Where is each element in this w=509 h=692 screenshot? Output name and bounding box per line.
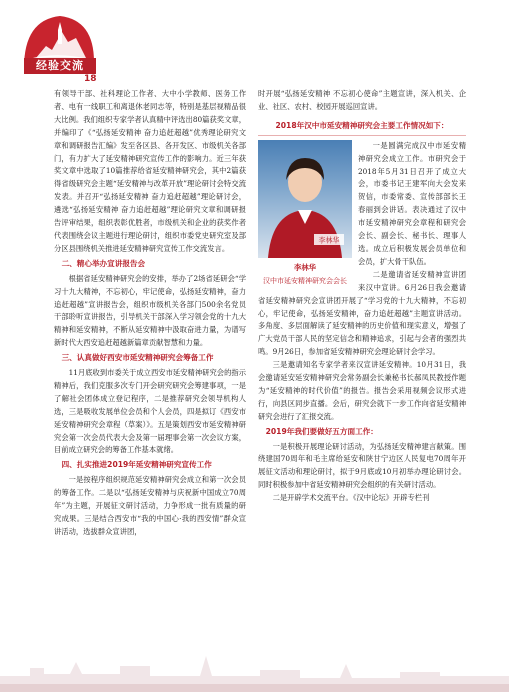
- left-paragraph: 11月底收到市委关于成立西安市延安精神研究会的指示精神后，我们克服多次专门开会研究研究会筹建事项，一是了解社会团体成立登记程序，二是推荐研究会领导机构人选，三是吸收发展单位会员和个人会员，四是拟订《西安市延安精神研究会章程（草案）》。五是策划西安市延安精神研究会第一次会员代表大会及第一届理事会第一次会议方案，目前成立研究会的筹备工作基本就绪。: [54, 368, 246, 455]
- section-label: 经验交流: [24, 58, 96, 74]
- right-paragraph: 时开展“弘扬延安精神 不忘初心使命”主题宣讲，深入机关、企业、社区、农村、校园开展巡回宣讲。: [258, 89, 466, 111]
- left-paragraph: 一是按程序组织规范延安精神研究会成立和第一次会员的筹备工作。二是以“弘扬延安精神与庆祝新中国成立70周年”为主题，开展征文研讨活动，力争形成一批有质量的研究成果。三是结合西安市“我的中国心·我的西安情”群众宣讲活动，选拔群众宣讲团，: [54, 475, 246, 536]
- name-tag-text: 李林华: [318, 236, 340, 245]
- left-heading-2: 二、精心举办宣讲报告会: [61, 258, 146, 268]
- right-paragraph: 二是开辟学术交流平台。《汉中论坛》开辟专栏刊: [272, 493, 430, 503]
- left-heading-4: 四、扎实推进2019年延安精神研究宣传工作: [61, 460, 212, 470]
- person-portrait-icon: [258, 140, 352, 258]
- right-paragraph: 三是邀请知名专家学者来汉宣讲延安精神。10月31日，我会邀请延安延安精神研究会常务副会长兼秘书长郝凤民教授作题为“延安精神的时代价值”的报告。报告会采用视频会议形式进行，向县区同步直播。会后，研究会就下一步工作向省延安精神研究会进行了汇报交流。: [258, 360, 466, 421]
- portrait-frame: [258, 140, 352, 258]
- left-column: [54, 88, 246, 539]
- left-heading-3: 三、认真做好西安市延安精神研究会筹备工作: [61, 353, 214, 363]
- skyline-decoration: [0, 646, 509, 692]
- right-paragraph: 二是邀请省延安精神宣讲团来汉中宣讲。6月26日我会邀请省延安精神研究会宣讲团开展了“学习党的十九大精神，不忘初心，牢记使命，弘扬延安精神，奋力追赶超越”主题宣讲活动。多角度、多层面解读了延安精神的历史价值和现实意义，增强了广大党员干部人民的坚定信念和精神追求，引起与会者的强烈共鸣。9月26日，参加省延安精神研究会理论研讨会学习。: [258, 269, 466, 357]
- caption-role: 汉中市延安精神研究会会长: [263, 276, 347, 285]
- caption-name: 李林华: [294, 262, 316, 272]
- right-heading: 2019年我们要做好五方面工作：: [265, 426, 378, 436]
- portrait-photo: [258, 140, 352, 290]
- left-paragraph: 根据省延安精神研究会的安排，举办了2场省延研会“学习十九大精神，不忘初心，牢记使命，弘扬延安精神，奋力追赶超越”宣讲报告会，组织市级机关各部门500余名党员干部聆听宣讲报告，引导机关干部深入学习领会党的十九大精神和延安精神，不断从延安精神中汲取奋进力量，为谱写新时代大西安追赶超越新篇章贡献智慧和力量。: [54, 273, 246, 348]
- box-title: 2018年汉中市延安精神研究会主要工作情况如下：: [258, 120, 466, 136]
- right-paragraph: 一是积极开展理论研讨活动，为弘扬延安精神建言献策。围绕建国70周年和毛主席给延安和陕甘宁边区人民复电70周年开展征文活动和理论研讨，拟于9月底或10月初举办理论研讨会。同时积极参加中省延安精神研究会组织的有关研讨活动。: [258, 441, 466, 490]
- right-column: [258, 88, 466, 505]
- page-number: 18: [84, 74, 97, 84]
- left-paragraph: 有领导干部、社科理论工作者、大中小学教师、医务工作者、电有一线职工和离退休老同志等，特别是基层视精品很大比例。我们组织专家学者认真精中评选出80篇获奖文章，并编印了《“弘扬延安精神 奋力追赶超越”优秀理论研究文章和调研报告汇编》发至各区县、各开发区、市级机关各部门，有力扩大了延安精神研究宣传工作的影响力。近三年获奖文章中选取了10篇推荐给省延安精神研究会，其中2篇获得省级研究会主题“延安精神与改革开放”理论研讨会特交流发表。并召开“弘扬延安精神 奋力追赶超越”理论研讨会，遴选“弘扬延安精神 奋力追赶超越”理论研究文章和调研报告评审结果，组织表彰优胜者，市级机关和企业的获奖作者代表围绕会议主题进行理论研讨，组织市委党史研究室及部分区县围绕机关推进延安精神研究宣传工作交流发言。: [54, 89, 246, 253]
- right-paragraph: 一是圆满完成汉中市延安精神研究会成立工作。市研究会于2018年5月31日召开了成立大会，市委书记王建军向大会发来贺信，市委常委、宣传部部长王春丽到会讲话。表决通过了汉中市延安精神研究会章程和研究会会长、副会长、秘书长、理事人选。成立后积极发展会员单位和会员，扩大骨干队伍。: [358, 140, 466, 266]
